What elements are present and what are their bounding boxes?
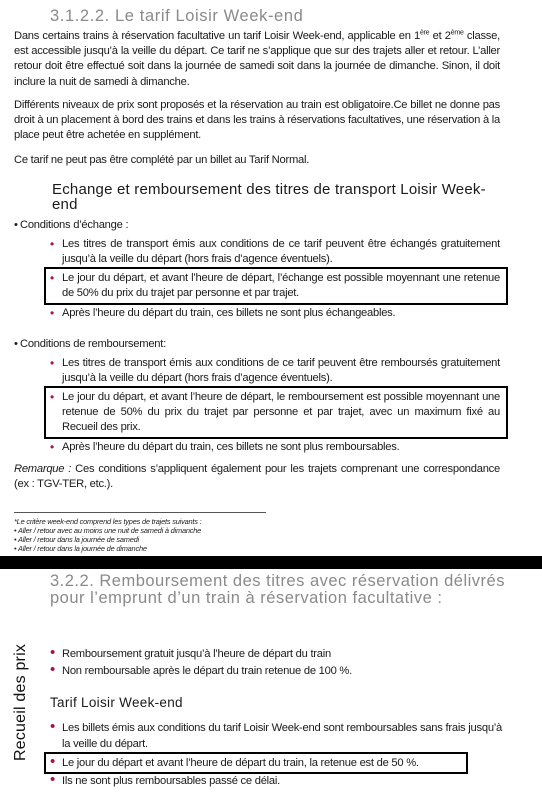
footnote-line: • Aller / retour avec au moins une nuit de samedi à dimanche [14, 526, 202, 535]
loisir-item-2: • Le jour du départ et avant l’heure de départ du train, la retenue est de 50 %. [50, 753, 419, 770]
intro-paragraph-2: Différents niveaux de prix sont proposés et la réservation au train est obligatoire.Ce billet ne donne pas droit à un placement à bord des trains et dans les trains à réservations facultatives, une réservation à la place peut être achetée en supplément. [14, 99, 500, 142]
loisir-item-3: • Ils ne sont plus remboursables passé ce délai. [50, 771, 280, 788]
refund-item-2: • Le jour du départ, et avant l’heure de départ, le remboursement est possible moyennant une retenue de 50% du prix du trajet par personne et par trajet, avec un maximum fixé au Recueil des prix. [50, 390, 500, 434]
exchange-conditions-label: • Conditions d’échange : [14, 219, 129, 231]
bullet-icon: • [50, 390, 54, 404]
highlight-box-exchange [44, 267, 508, 305]
bullet-icon: • [50, 718, 56, 735]
exchange-refund-title: Echange et remboursement des titres de transport Loisir Week-end [52, 181, 486, 213]
refund-rule-item-1: • Remboursement gratuit jusqu’à l’heure de départ du train [50, 644, 331, 661]
remark-paragraph: Remarque : Ces conditions s’appliquent également pour les trajets comprenant une correspondance (ex : TGV-TER, etc.). [14, 463, 500, 491]
bullet-icon: • [50, 753, 56, 770]
exchange-item-3: • Après l’heure du départ du train, ces billets ne sont plus échangeables. [50, 306, 396, 320]
footnote-divider [14, 512, 266, 513]
section-title-3122: 3.1.2.2. Le tarif Loisir Week-end [50, 7, 304, 25]
bullet-icon: • [50, 237, 54, 251]
intro-paragraph-3: Ce tarif ne peut pas être complété par un billet au Tarif Normal. [14, 154, 310, 166]
highlight-box-refund [44, 386, 508, 439]
refund-item-3: • Après l’heure du départ du train, ces billets ne sont plus remboursables. [50, 440, 400, 454]
section-title-322: 3.2.2. Remboursement des titres avec réservation délivrés pour l’emprunt d’un train à réservation facultative : [50, 572, 505, 608]
subtitle-tarif-loisir: Tarif Loisir Week-end [50, 695, 183, 710]
highlight-box-loisir [44, 752, 468, 774]
bullet-icon: • [50, 644, 56, 661]
intro-paragraph-1: Dans certains trains à réservation facultative un tarif Loisir Week-end, applicable en 1ère et 2ème classe, est accessible jusqu’à la veille du départ. Ce tarif ne s’applique que sur des trajets aller et retour. L’aller retour doit être effectué soit dans la journée de samedi soit dans la journée de dimanche. Sinon, il doit inclure la nuit de samedi à dimanche. [14, 29, 500, 88]
footnote-line: *Le critère week-end comprend les types de trajets suivants : [14, 517, 202, 526]
footnote-line: • Aller / retour dans la journée de dimanche [14, 544, 147, 553]
refund-conditions-label: • Conditions de remboursement: [14, 338, 166, 350]
bullet-icon: • [50, 440, 54, 454]
loisir-item-1: • Les billets émis aux conditions du tarif Loisir Week-end sont remboursables sans frais jusqu’à la veille du départ. [50, 718, 502, 750]
page-separator [0, 556, 542, 569]
bullet-icon: • [50, 356, 54, 370]
exchange-item-1: • Les titres de transport émis aux conditions de ce tarif peuvent être échangés gratuitement jusqu’à la veille du départ (hors frais d’agence éventuels). [50, 237, 500, 266]
footnote-line: • Aller / retour dans la journée de samedi [14, 535, 139, 544]
bullet-icon: • [50, 661, 56, 678]
side-label: Recueil des prix [12, 643, 29, 761]
exchange-item-2: • Le jour du départ, et avant l’heure de départ, l’échange est possible moyennant une retenue de 50% du prix du trajet par personne et par trajet. [50, 271, 500, 300]
bullet-icon: • [50, 771, 56, 788]
refund-item-1: • Les titres de transport émis aux conditions de ce tarif peuvent être remboursés gratuitement jusqu’à la veille du départ (hors frais d’agence éventuels). [50, 356, 500, 385]
bullet-icon: • [50, 271, 54, 285]
bullet-icon: • [50, 306, 54, 320]
refund-rule-item-2: • Non remboursable après le départ du train retenue de 100 %. [50, 661, 352, 678]
